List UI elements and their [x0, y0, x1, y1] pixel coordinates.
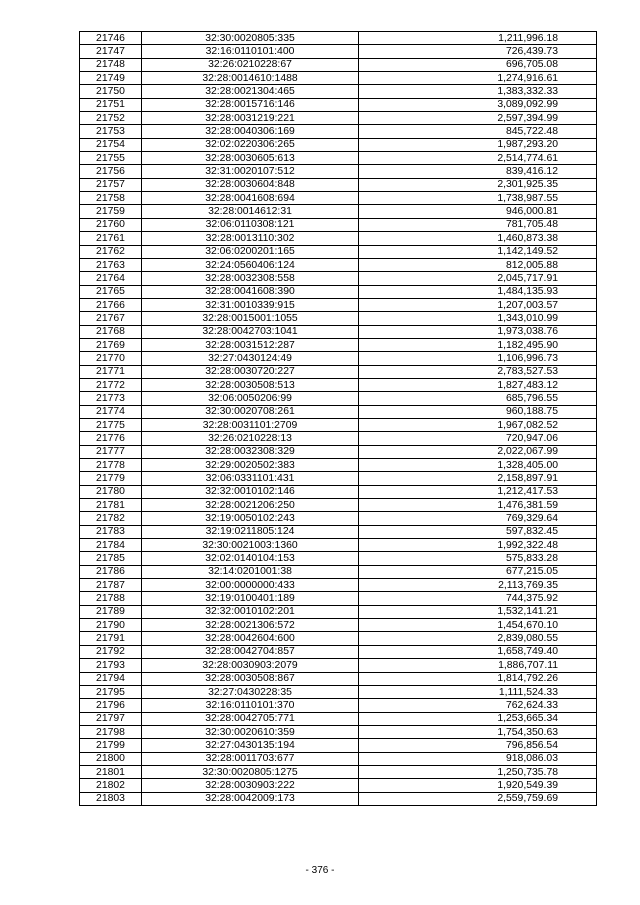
- row-number-cell: 21790: [80, 619, 142, 632]
- row-number-cell: 21752: [80, 112, 142, 125]
- amount-cell: 1,484,135.93: [359, 285, 597, 298]
- cadastral-number-cell: 32:28:0011703:677: [142, 752, 359, 765]
- amount-cell: 1,207,003.57: [359, 298, 597, 311]
- cadastral-number-cell: 32:02:0140104:153: [142, 552, 359, 565]
- table-row: [80, 298, 597, 311]
- table-row: [80, 218, 597, 231]
- table-row: [80, 459, 597, 472]
- row-number-cell: 21802: [80, 779, 142, 792]
- amount-cell: 685,796.55: [359, 392, 597, 405]
- amount-cell: 946,000.81: [359, 205, 597, 218]
- cadastral-number-cell: 32:30:0020708:261: [142, 405, 359, 418]
- amount-cell: 2,839,080.55: [359, 632, 597, 645]
- table-row: [80, 205, 597, 218]
- amount-cell: 839,416.12: [359, 165, 597, 178]
- cadastral-number-cell: 32:30:0020610:359: [142, 725, 359, 738]
- row-number-cell: 21757: [80, 178, 142, 191]
- row-number-cell: 21764: [80, 272, 142, 285]
- table-row: [80, 565, 597, 578]
- row-number-cell: 21749: [80, 72, 142, 85]
- cadastral-number-cell: 32:28:0031512:287: [142, 338, 359, 351]
- table-body: [80, 32, 597, 806]
- row-number-cell: 21760: [80, 218, 142, 231]
- cadastral-number-cell: 32:31:0010339:915: [142, 298, 359, 311]
- table-row: [80, 725, 597, 738]
- amount-cell: 1,454,670.10: [359, 619, 597, 632]
- row-number-cell: 21791: [80, 632, 142, 645]
- row-number-cell: 21761: [80, 232, 142, 245]
- amount-cell: 796,856.54: [359, 739, 597, 752]
- cadastral-number-cell: 32:28:0013110:302: [142, 232, 359, 245]
- cadastral-number-cell: 32:00:0000000:433: [142, 579, 359, 592]
- page-number: - 376 -: [305, 865, 335, 876]
- table-row: [80, 72, 597, 85]
- amount-cell: 845,722.48: [359, 125, 597, 138]
- cadastral-number-cell: 32:06:0200201:165: [142, 245, 359, 258]
- amount-cell: 1,827,483.12: [359, 378, 597, 391]
- row-number-cell: 21758: [80, 192, 142, 205]
- row-number-cell: 21767: [80, 312, 142, 325]
- row-number-cell: 21801: [80, 765, 142, 778]
- row-number-cell: 21781: [80, 499, 142, 512]
- amount-cell: 781,705.48: [359, 218, 597, 231]
- table-row: [80, 659, 597, 672]
- amount-cell: 1,532,141.21: [359, 605, 597, 618]
- amount-cell: 696,705.08: [359, 58, 597, 71]
- cadastral-number-cell: 32:28:0042704:857: [142, 645, 359, 658]
- cadastral-number-cell: 32:28:0041608:390: [142, 285, 359, 298]
- row-number-cell: 21787: [80, 579, 142, 592]
- cadastral-number-cell: 32:30:0020805:1275: [142, 765, 359, 778]
- table-row: [80, 779, 597, 792]
- row-number-cell: 21766: [80, 298, 142, 311]
- table-row: [80, 178, 597, 191]
- table-row: [80, 258, 597, 271]
- cadastral-number-cell: 32:28:0015001:1055: [142, 312, 359, 325]
- amount-cell: 597,832.45: [359, 525, 597, 538]
- row-number-cell: 21788: [80, 592, 142, 605]
- cadastral-number-cell: 32:16:0110101:370: [142, 699, 359, 712]
- amount-cell: 2,597,394.99: [359, 112, 597, 125]
- table-row: [80, 445, 597, 458]
- amount-cell: 1,658,749.40: [359, 645, 597, 658]
- cadastral-number-cell: 32:28:0042703:1041: [142, 325, 359, 338]
- row-number-cell: 21759: [80, 205, 142, 218]
- row-number-cell: 21765: [80, 285, 142, 298]
- table-row: [80, 672, 597, 685]
- cadastral-number-cell: 32:28:0015716:146: [142, 98, 359, 111]
- cadastral-number-cell: 32:28:0030508:867: [142, 672, 359, 685]
- table-row: [80, 525, 597, 538]
- row-number-cell: 21797: [80, 712, 142, 725]
- table-row: [80, 685, 597, 698]
- table-row: [80, 752, 597, 765]
- cadastral-number-cell: 32:30:0021003:1360: [142, 539, 359, 552]
- cadastral-number-cell: 32:30:0020805:335: [142, 32, 359, 45]
- row-number-cell: 21783: [80, 525, 142, 538]
- row-number-cell: 21762: [80, 245, 142, 258]
- amount-cell: 2,113,769.35: [359, 579, 597, 592]
- amount-cell: 575,833.28: [359, 552, 597, 565]
- table-row: [80, 699, 597, 712]
- row-number-cell: 21777: [80, 445, 142, 458]
- amount-cell: 1,111,524.33: [359, 685, 597, 698]
- amount-cell: 1,383,332.33: [359, 85, 597, 98]
- table-row: [80, 765, 597, 778]
- row-number-cell: 21775: [80, 418, 142, 431]
- cadastral-number-cell: 32:28:0030903:222: [142, 779, 359, 792]
- table-row: [80, 365, 597, 378]
- row-number-cell: 21748: [80, 58, 142, 71]
- cadastral-number-cell: 32:19:0211805:124: [142, 525, 359, 538]
- row-number-cell: 21800: [80, 752, 142, 765]
- table-row: [80, 378, 597, 391]
- row-number-cell: 21770: [80, 352, 142, 365]
- row-number-cell: 21756: [80, 165, 142, 178]
- amount-cell: 1,142,149.52: [359, 245, 597, 258]
- row-number-cell: 21782: [80, 512, 142, 525]
- row-number-cell: 21750: [80, 85, 142, 98]
- cadastral-number-cell: 32:28:0021206:250: [142, 499, 359, 512]
- table-row: [80, 312, 597, 325]
- amount-cell: 2,301,925.35: [359, 178, 597, 191]
- amount-cell: 1,211,996.18: [359, 32, 597, 45]
- table-row: [80, 645, 597, 658]
- table-row: [80, 392, 597, 405]
- table-row: [80, 112, 597, 125]
- cadastral-number-cell: 32:28:0031219:221: [142, 112, 359, 125]
- cadastral-number-cell: 32:28:0021306:572: [142, 619, 359, 632]
- table-row: [80, 792, 597, 805]
- row-number-cell: 21779: [80, 472, 142, 485]
- cadastral-number-cell: 32:28:0030720:227: [142, 365, 359, 378]
- cadastral-number-cell: 32:28:0030903:2079: [142, 659, 359, 672]
- amount-cell: 1,992,322.48: [359, 539, 597, 552]
- cadastral-number-cell: 32:32:0010102:201: [142, 605, 359, 618]
- cadastral-number-cell: 32:06:0110308:121: [142, 218, 359, 231]
- cadastral-number-cell: 32:28:0042604:600: [142, 632, 359, 645]
- table-row: [80, 58, 597, 71]
- amount-cell: 1,460,873.38: [359, 232, 597, 245]
- amount-cell: 1,973,038.76: [359, 325, 597, 338]
- cadastral-number-cell: 32:19:0050102:243: [142, 512, 359, 525]
- table-row: [80, 632, 597, 645]
- amount-cell: 1,212,417.53: [359, 485, 597, 498]
- row-number-cell: 21799: [80, 739, 142, 752]
- cadastral-number-cell: 32:28:0014612:31: [142, 205, 359, 218]
- table-row: [80, 152, 597, 165]
- amount-cell: 1,754,350.63: [359, 725, 597, 738]
- cadastral-number-cell: 32:06:0050206:99: [142, 392, 359, 405]
- table-row: [80, 285, 597, 298]
- row-number-cell: 21785: [80, 552, 142, 565]
- row-number-cell: 21746: [80, 32, 142, 45]
- table-row: [80, 432, 597, 445]
- cadastral-number-cell: 32:28:0031101:2709: [142, 418, 359, 431]
- cadastral-number-cell: 32:28:0030508:513: [142, 378, 359, 391]
- table-row: [80, 325, 597, 338]
- amount-cell: 1,738,987.55: [359, 192, 597, 205]
- amount-cell: 726,439.73: [359, 45, 597, 58]
- table-row: [80, 138, 597, 151]
- cadastral-number-cell: 32:29:0020502:383: [142, 459, 359, 472]
- row-number-cell: 21753: [80, 125, 142, 138]
- table-row: [80, 165, 597, 178]
- row-number-cell: 21747: [80, 45, 142, 58]
- amount-cell: 2,559,759.69: [359, 792, 597, 805]
- table-row: [80, 712, 597, 725]
- amount-cell: 918,086.03: [359, 752, 597, 765]
- table-row: [80, 539, 597, 552]
- row-number-cell: 21763: [80, 258, 142, 271]
- cadastral-number-cell: 32:06:0331101:431: [142, 472, 359, 485]
- amount-cell: 1,476,381.59: [359, 499, 597, 512]
- table-row: [80, 45, 597, 58]
- cadastral-number-cell: 32:28:0030604:848: [142, 178, 359, 191]
- row-number-cell: 21774: [80, 405, 142, 418]
- cadastral-number-cell: 32:28:0042009:173: [142, 792, 359, 805]
- amount-cell: 2,158,897.91: [359, 472, 597, 485]
- table-row: [80, 579, 597, 592]
- amount-cell: 1,343,010.99: [359, 312, 597, 325]
- cadastral-number-cell: 32:27:0430228:35: [142, 685, 359, 698]
- amount-cell: 677,215.05: [359, 565, 597, 578]
- row-number-cell: 21773: [80, 392, 142, 405]
- row-number-cell: 21792: [80, 645, 142, 658]
- amount-cell: 1,987,293.20: [359, 138, 597, 151]
- amount-cell: 1,274,916.61: [359, 72, 597, 85]
- table-row: [80, 32, 597, 45]
- amount-cell: 1,328,405.00: [359, 459, 597, 472]
- table-row: [80, 405, 597, 418]
- amount-cell: 2,783,527.53: [359, 365, 597, 378]
- table-row: [80, 512, 597, 525]
- cadastral-number-cell: 32:32:0010102:146: [142, 485, 359, 498]
- cadastral-number-cell: 32:27:0430135:194: [142, 739, 359, 752]
- row-number-cell: 21780: [80, 485, 142, 498]
- table-row: [80, 552, 597, 565]
- table-row: [80, 272, 597, 285]
- cadastral-number-cell: 32:31:0020107:512: [142, 165, 359, 178]
- table-row: [80, 85, 597, 98]
- table-row: [80, 739, 597, 752]
- cadastral-number-cell: 32:26:0210228:67: [142, 58, 359, 71]
- row-number-cell: 21778: [80, 459, 142, 472]
- cadastral-number-cell: 32:24:0560406:124: [142, 258, 359, 271]
- table-row: [80, 472, 597, 485]
- row-number-cell: 21795: [80, 685, 142, 698]
- data-table: [79, 31, 597, 806]
- cadastral-number-cell: 32:26:0210228:13: [142, 432, 359, 445]
- amount-cell: 1,253,665.34: [359, 712, 597, 725]
- amount-cell: 1,886,707.11: [359, 659, 597, 672]
- cadastral-number-cell: 32:14:0201001:38: [142, 565, 359, 578]
- row-number-cell: 21768: [80, 325, 142, 338]
- cadastral-number-cell: 32:28:0021304:465: [142, 85, 359, 98]
- cadastral-number-cell: 32:28:0040306:169: [142, 125, 359, 138]
- row-number-cell: 21796: [80, 699, 142, 712]
- table-row: [80, 125, 597, 138]
- table-row: [80, 485, 597, 498]
- cadastral-number-cell: 32:27:0430124:49: [142, 352, 359, 365]
- row-number-cell: 21776: [80, 432, 142, 445]
- amount-cell: 720,947.06: [359, 432, 597, 445]
- row-number-cell: 21793: [80, 659, 142, 672]
- amount-cell: 1,250,735.78: [359, 765, 597, 778]
- cadastral-number-cell: 32:28:0030605:613: [142, 152, 359, 165]
- amount-cell: 744,375.92: [359, 592, 597, 605]
- cadastral-number-cell: 32:28:0032308:558: [142, 272, 359, 285]
- row-number-cell: 21786: [80, 565, 142, 578]
- table-row: [80, 592, 597, 605]
- cadastral-number-cell: 32:28:0014610:1488: [142, 72, 359, 85]
- cadastral-number-cell: 32:28:0032308:329: [142, 445, 359, 458]
- table-row: [80, 192, 597, 205]
- table-row: [80, 352, 597, 365]
- row-number-cell: 21755: [80, 152, 142, 165]
- amount-cell: 769,329.64: [359, 512, 597, 525]
- table-row: [80, 98, 597, 111]
- amount-cell: 1,106,996.73: [359, 352, 597, 365]
- row-number-cell: 21784: [80, 539, 142, 552]
- table-row: [80, 245, 597, 258]
- amount-cell: 1,967,082.52: [359, 418, 597, 431]
- table-row: [80, 499, 597, 512]
- amount-cell: 812,005.88: [359, 258, 597, 271]
- row-number-cell: 21754: [80, 138, 142, 151]
- table-row: [80, 619, 597, 632]
- amount-cell: 762,624.33: [359, 699, 597, 712]
- cadastral-number-cell: 32:02:0220306:265: [142, 138, 359, 151]
- table-row: [80, 605, 597, 618]
- amount-cell: 3,089,092.99: [359, 98, 597, 111]
- table-row: [80, 418, 597, 431]
- cadastral-number-cell: 32:28:0042705:771: [142, 712, 359, 725]
- amount-cell: 960,188.75: [359, 405, 597, 418]
- amount-cell: 2,514,774.61: [359, 152, 597, 165]
- row-number-cell: 21789: [80, 605, 142, 618]
- cadastral-number-cell: 32:28:0041608:694: [142, 192, 359, 205]
- row-number-cell: 21772: [80, 378, 142, 391]
- amount-cell: 2,045,717.91: [359, 272, 597, 285]
- amount-cell: 1,182,495.90: [359, 338, 597, 351]
- amount-cell: 2,022,067.99: [359, 445, 597, 458]
- amount-cell: 1,814,792.26: [359, 672, 597, 685]
- table-row: [80, 232, 597, 245]
- amount-cell: 1,920,549.39: [359, 779, 597, 792]
- cadastral-number-cell: 32:16:0110101:400: [142, 45, 359, 58]
- cadastral-number-cell: 32:19:0100401:189: [142, 592, 359, 605]
- row-number-cell: 21751: [80, 98, 142, 111]
- table-row: [80, 338, 597, 351]
- row-number-cell: 21769: [80, 338, 142, 351]
- row-number-cell: 21803: [80, 792, 142, 805]
- row-number-cell: 21798: [80, 725, 142, 738]
- row-number-cell: 21794: [80, 672, 142, 685]
- row-number-cell: 21771: [80, 365, 142, 378]
